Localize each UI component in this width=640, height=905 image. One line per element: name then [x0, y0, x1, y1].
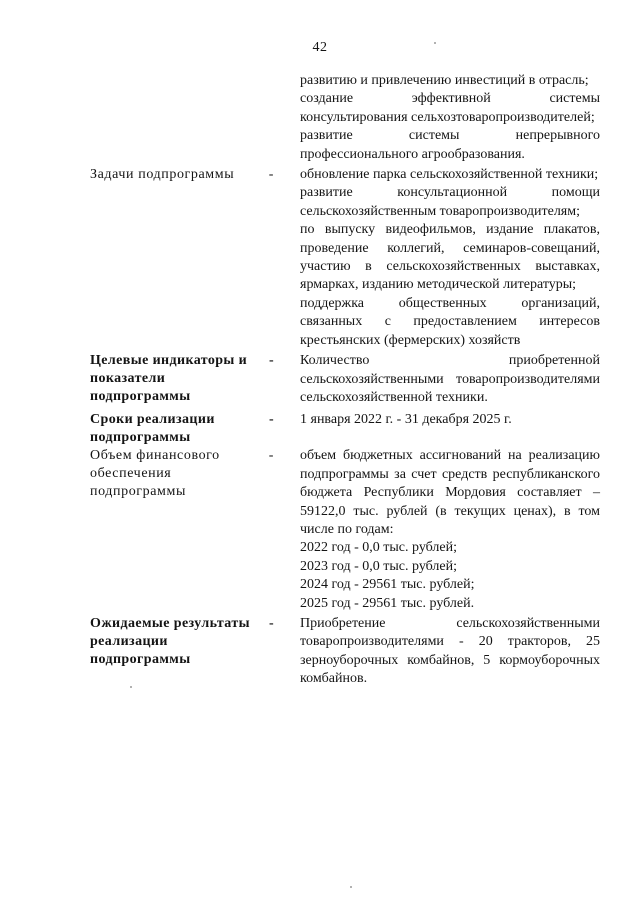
label-line: Сроки реализации: [90, 412, 215, 428]
section-indicators: [90, 352, 600, 407]
paragraph: поддержка общественных организаций, связанных с предоставлением интересов крестьянских (фермерских) хозяйств: [300, 295, 600, 348]
paragraph: 2022 год - 0,0 тыс. рублей;: [300, 540, 458, 556]
section-tasks: [90, 166, 600, 350]
section-timeline: [90, 411, 600, 447]
paragraph: объем бюджетных ассигнований на реализацию подпрограммы за счет средств республиканского бюджета Республики Мордовия составляет – 59122,0 тыс. рублей (в текущих ценах), в том числе по годам:: [300, 448, 600, 537]
section-content: [300, 352, 600, 407]
section-content: [300, 72, 600, 164]
label-dash: -: [268, 353, 274, 369]
paragraph: 1 января 2022 г. - 31 декабря 2025 г.: [300, 412, 512, 428]
paragraph: 2024 год - 29561 тыс. рублей;: [300, 577, 475, 593]
label-line: Целевые индикаторы и: [90, 353, 248, 369]
section-content: [300, 166, 600, 350]
section-goals-continuation: [90, 72, 600, 164]
passport-table: [90, 72, 600, 689]
section-label: [90, 166, 280, 350]
scan-speck: [350, 886, 352, 888]
label-line: обеспечения: [90, 466, 172, 482]
paragraph: Количество приобретенной сельскохозяйственными товаропроизводителями сельскохозяйственной техники.: [300, 353, 600, 405]
section-label: [90, 72, 280, 164]
paragraph: 2023 год - 0,0 тыс. рублей;: [300, 558, 458, 574]
section-label: [90, 411, 280, 447]
label-line: подпрограммы: [90, 484, 186, 500]
section-content: [300, 447, 600, 613]
section-content: [300, 411, 600, 447]
section-results: [90, 615, 600, 689]
label-dash: -: [268, 412, 274, 428]
paragraph: развитие системы непрерывного профессионального агрообразования.: [300, 128, 600, 162]
label-line: подпрограммы: [90, 651, 191, 667]
section-label: [90, 615, 280, 689]
label-line: Объем финансового: [90, 448, 220, 464]
paragraph: создание эффективной системы консультирования сельхозтоваропроизводителей;: [300, 91, 600, 125]
label-line: Ожидаемые результаты: [90, 615, 250, 631]
scan-speck: [434, 42, 436, 44]
label-line: подпрограммы: [90, 430, 191, 446]
paragraph: 2025 год - 29561 тыс. рублей.: [300, 595, 475, 611]
page-number: 42: [312, 40, 328, 55]
scan-speck: [130, 686, 132, 688]
paragraph: Приобретение сельскохозяйственными товаропроизводителями - 20 тракторов, 25 зерноуборочных комбайнов, 5 кормоуборочных комбайнов.: [300, 615, 600, 687]
label-line: показатели: [90, 371, 166, 387]
section-label: [90, 447, 280, 613]
label-line: подпрограммы: [90, 389, 191, 405]
paragraph: развитию и привлечению инвестиций в отрасль;: [300, 73, 589, 88]
label-dash: -: [268, 448, 274, 464]
section-label: [90, 352, 280, 407]
section-content: [300, 615, 600, 689]
paragraph: обновление парка сельскохозяйственной техники;: [300, 167, 599, 183]
label-dash: -: [268, 615, 274, 631]
paragraph: развитие консультационной помощи сельскохозяйственным товаропроизводителям;: [300, 185, 600, 219]
label-dash: -: [268, 167, 274, 183]
label-line: реализации: [90, 633, 168, 649]
label-line: Задачи подпрограммы: [90, 167, 235, 183]
paragraph: по выпуску видеофильмов, издание плакатов, проведение коллегий, семинаров-совещаний, участию в сельскохозяйственных выставках, ярмарках, изданию методической литературы;: [300, 222, 600, 293]
section-funding: [90, 447, 600, 613]
